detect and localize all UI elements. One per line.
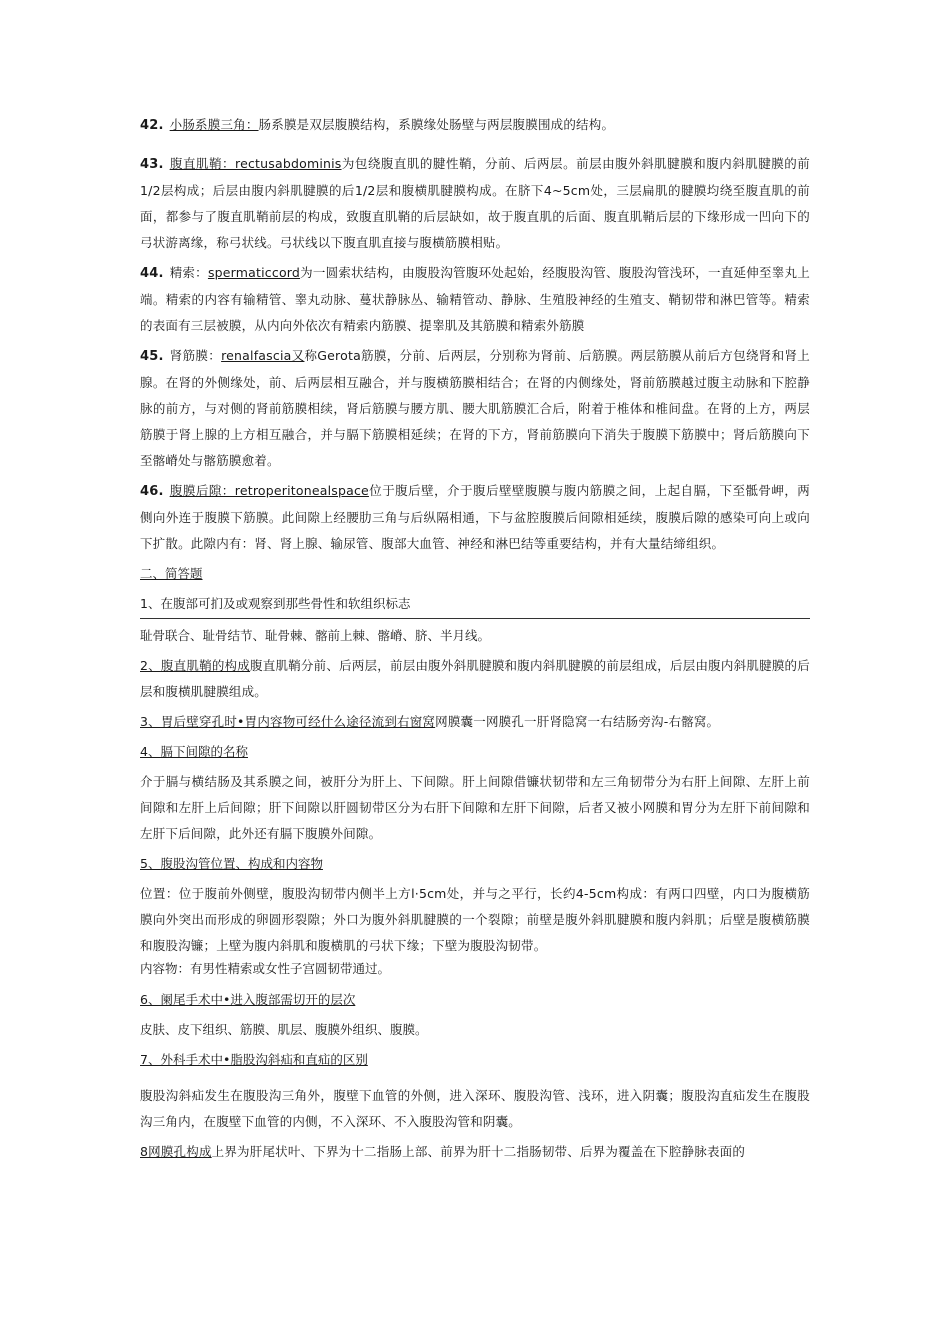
q5-title-text: 5、腹股沟管位置、构成和内容物	[140, 856, 323, 871]
item-43	[140, 151, 810, 256]
q8-title: 8网膜孔构成	[140, 1144, 212, 1159]
q5-answer-contents: 内容物：有男性精索或女性子宫圆韧带通过。	[140, 961, 391, 976]
q6-title-text: 6、阑尾手术中•进入腹部需切开的层次	[140, 992, 356, 1007]
q6-title	[140, 987, 810, 1013]
q6-answer: 皮肤、皮下组织、筋膜、肌层、腹膜外组织、腹膜。	[140, 1022, 428, 1037]
item-term: 腹直肌鞘：rectusabdominis	[169, 156, 342, 171]
item-term: spermaticcord	[207, 265, 301, 280]
item-number: 44.	[140, 266, 164, 281]
q8-answer: 上界为肝尾状叶、下界为十二指肠上部、前界为肝十二指肠韧带、后界为覆盖在下腔静脉表面的	[211, 1144, 746, 1159]
q7-title	[140, 1047, 810, 1073]
item-number: 43.	[140, 157, 164, 172]
item-term: renalfascia又	[221, 348, 305, 363]
q2	[140, 653, 810, 705]
item-text: 称Gerota筋膜，分前、后两层，分别称为肾前、后筋膜。两层筋膜从前后方包绕肾和肾上腺。在肾的外侧缘处，前、后两层相互融合，并与腹横筋膜相结合；在肾的内侧缘处，肾前筋膜越过腹主动脉和下腔静脉的前方，与对侧的肾前筋膜相续，肾后筋膜与腰方肌、腰大肌筋膜汇合后，附着于椎体和椎间盘。在肾的上方，两层筋膜于肾上腺的上方相互融合，并与膈下筋膜相延续；在肾的下方，肾前筋膜向下消失于腹膜下筋膜中；肾后筋膜向下至髂嵴处与髂筋膜愈着。	[140, 348, 810, 468]
item-number: 45.	[140, 349, 164, 364]
q7-title-text: 7、外科手术中•脂股沟斜疝和直疝的区别	[140, 1052, 368, 1067]
item-number: 46.	[140, 484, 164, 499]
q8	[140, 1139, 810, 1165]
item-number: 42.	[140, 118, 164, 133]
q2-title: 2、腹直肌鞘的构成	[140, 658, 250, 673]
q4-answer: 介于膈与横结肠及其系膜之间，被肝分为肝上、下间隙。肝上间隙借镰状韧带和左三角韧带分为右肝上间隙、左肝上前间隙和左肝上后间隙；肝下间隙以肝圆韧带区分为右肝下间隙和左肝下间隙，后者又被小网膜和胃分为左肝下前间隙和左肝下后间隙，此外还有膈下腹膜外间隙。	[140, 774, 810, 841]
q3-title: 3、胃后壁穿孔时•胃内容物可经什么途径流到右窗窝	[140, 714, 436, 729]
q5-title	[140, 851, 810, 877]
item-term: 腹膜后隙：retroperitonealspace	[169, 483, 369, 498]
item-prefix: 肾筋膜：	[169, 348, 222, 363]
q7-answer: 腹股沟斜疝发生在腹股沟三角外，腹壁下血管的外侧，进入深环、腹股沟管、浅环，进入阴囊；腹股沟直疝发生在腹股沟三角内，在腹壁下血管的内侧，不入深环、不入腹股沟管和阴囊。	[140, 1088, 810, 1129]
q3-answer: 网膜囊一网膜孔一肝肾隐窝一右结肠旁沟-右髂窝。	[435, 714, 720, 729]
item-45	[140, 343, 810, 474]
q4-title	[140, 739, 810, 765]
item-prefix: 精索：	[169, 265, 208, 280]
document-page	[140, 112, 810, 1169]
q1-title: 1、在腹部可扪及或观察到那些骨性和软组织标志	[140, 591, 810, 619]
q3	[140, 709, 810, 735]
q1-answer: 耻骨联合、耻骨结节、耻骨棘、髂前上棘、髂嵴、脐、半月线。	[140, 628, 491, 643]
section-title	[140, 561, 810, 587]
section-title-text: 二、简答题	[140, 566, 203, 581]
q2-answer: 腹直肌鞘分前、后两层，前层由腹外斜肌腱膜和腹内斜肌腱膜的前层组成，后层由腹内斜肌腱膜的后层和腹横肌腱膜组成。	[140, 658, 810, 699]
q5-answer: 位置：位于腹前外侧壁，腹股沟韧带内侧半上方l·5cm处，并与之平行，长约4-5cm构成：有两口四壁，内口为腹横筋膜向外突出而形成的卵圆形裂隙；外口为腹外斜肌腱膜的一个裂隙；前壁是腹外斜肌腱膜和腹内斜肌；后壁是腹横筋膜和腹股沟镰；上壁为腹内斜肌和腹横肌的弓状下缘；下壁为腹股沟韧带。	[140, 886, 810, 953]
item-42	[140, 112, 810, 139]
item-text: 为包绕腹直肌的腱性鞘，分前、后两层。前层由腹外斜肌腱膜和腹内斜肌腱膜的前1/2层构成；后层由腹内斜肌腱膜的后1/2层和腹横肌腱膜构成。在脐下4~5cm处，三层扁肌的腱膜均绕至腹直肌的前面，都参与了腹直肌鞘前层的构成，致腹直肌鞘的后层缺如，故于腹直肌的后面、腹直肌鞘后层的下缘形成一凹向下的弓状游离缘，称弓状线。弓状线以下腹直肌直接与腹横筋膜相贴。	[140, 156, 811, 250]
item-term: 小肠系膜三角：	[169, 117, 259, 132]
item-44	[140, 260, 810, 339]
item-text: 位于腹后壁，介于腹后壁壁腹膜与腹内筋膜之间，上起自膈，下至骶骨岬，两侧向外连于腹膜下筋膜。此间隙上经腰肋三角与后纵隔相通，下与盆腔腹膜后间隙相延续，腹膜后隙的感染可向上或向下扩散。此隙内有：肾、肾上腺、输尿管、腹部大血管、神经和淋巴结等重要结构，并有大量结缔组织。	[140, 483, 810, 551]
q4-title-text: 4、膈下间隙的名称	[140, 744, 248, 759]
item-text: 为一圆索状结构，由腹股沟管腹环处起始，经腹股沟管、腹股沟管浅环，一直延伸至睾丸上端。精索的内容有输精管、睾丸动脉、蔓状静脉丛、输精管动、静脉、生殖股神经的生殖支、鞘韧带和淋巴管等。精索的表面有三层被膜，从内向外依次有精索内筋膜、提睾肌及其筋膜和精索外筋膜	[140, 265, 810, 333]
item-46	[140, 478, 810, 557]
item-text: 肠系膜是双层腹膜结构，系膜缘处肠壁与两层腹膜围成的结构。	[258, 117, 615, 132]
